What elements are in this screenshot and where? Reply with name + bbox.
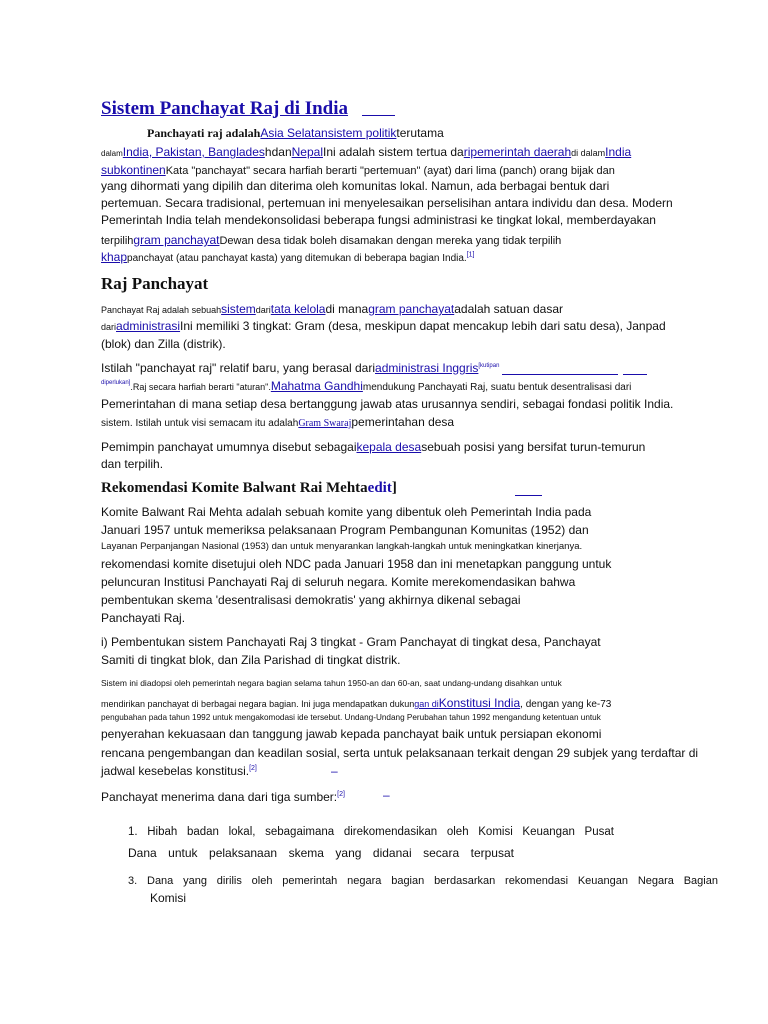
raj-line-1 <box>101 303 563 317</box>
list-word: Negara <box>637 875 674 887</box>
link-mahatma-gandhi[interactable]: Mahatma Gandhi <box>270 379 363 393</box>
rek-line-3: Layanan Perpanjangan Nasional (1953) dan untuk menyarankan langkah-langkah untuk meningkatkan kinerjanya. <box>101 541 583 552</box>
link-india-pakistan-banglades[interactable]: India, Pakistan, Banglades <box>122 145 265 159</box>
link-gram-panchayat[interactable]: gram panchayat <box>133 233 220 247</box>
list-item-3 <box>128 875 718 887</box>
rek-line-15 <box>101 765 257 779</box>
raj-text: Panchayat Raj adalah sebuah <box>101 305 222 315</box>
list-word: Keuangan <box>577 875 628 887</box>
list-word: oleh <box>446 826 469 838</box>
raj-line-6: Pemerintahan di mana setiap desa bertanggung jawab atas urusannya sendiri, sebagai fondasi politik India. <box>101 397 674 411</box>
intro-line-4: yang dihormati yang dipilih dan diterima oleh komunitas lokal. Namun, ada berbagai bentuk dari <box>101 179 610 193</box>
raj-text: dari <box>255 305 271 315</box>
rek-heading-bracket: ] <box>391 480 397 496</box>
raj-line-4 <box>101 362 499 376</box>
list-word: sebagaimana <box>265 826 335 838</box>
intro-text: Panchayati raj adalah <box>147 126 261 140</box>
list-word: Hibah <box>147 826 178 838</box>
link-kepala-desa[interactable]: kepala desa <box>356 440 422 454</box>
rek-line-13: penyerahan kekuasaan dan tanggung jawab kepada panchayat baik untuk persiapan ekonomi <box>101 727 602 741</box>
list-word: lokal, <box>228 826 256 838</box>
rek-line-9: Samiti di tingkat blok, dan Zila Parishad di tingkat distrik. <box>101 653 401 667</box>
list-word: Keuangan <box>522 826 575 838</box>
raj-text: dari <box>101 322 117 332</box>
rek-line-12: pengubahan pada tahun 1992 untuk mengakomodasi ide tersebut. Undang-Undang Perubahan tahun 1992 mengandung ketentuan untuk <box>101 713 601 722</box>
intro-text: dalam <box>101 149 123 158</box>
raj-line-7 <box>101 416 454 430</box>
intro-text: di dalam <box>571 148 606 158</box>
rek-line-4: rekomendasi komite disetujui oleh NDC pada Januari 1958 dan ini menetapkan panggung untuk <box>101 557 612 571</box>
link-sistem-politik[interactable]: sistem politik <box>327 126 397 140</box>
rek-text: Panchayat menerima dana dari tiga sumber: <box>101 790 338 804</box>
link-khap[interactable]: khap <box>101 250 128 264</box>
raj-line-5 <box>101 380 631 394</box>
raj-line-9: dan terpilih. <box>101 457 164 471</box>
list-word: Dana <box>128 846 157 860</box>
intro-line-1 <box>147 127 444 141</box>
intro-text: terutama <box>396 126 444 140</box>
raj-text: sebuah posisi yang bersifat turun-temurun <box>421 440 646 454</box>
list-word: dirilis <box>216 875 242 887</box>
list-word: Komisi <box>478 826 513 838</box>
list-word: negara <box>347 875 382 887</box>
citation-1[interactable]: [1] <box>466 251 475 259</box>
list-word: yang <box>183 875 207 887</box>
raj-line-2 <box>101 320 666 334</box>
list-word: 1. <box>128 826 138 838</box>
rek-text: jadwal kesebelas konstitusi. <box>101 764 250 778</box>
rek-line-11 <box>101 697 611 711</box>
list-word: berdasarkan <box>434 875 496 887</box>
link-gram-panchayat-2[interactable]: gram panchayat <box>368 302 455 316</box>
rek-line-1: Komite Balwant Rai Mehta adalah sebuah komite yang dibentuk oleh Pemerintah India pada <box>101 505 592 519</box>
list-word: didanai <box>372 846 412 860</box>
rek-line-5: peluncuran Institusi Panchayati Raj di seluruh negara. Komite merekomendasikan bahwa <box>101 575 576 589</box>
intro-text: Dewan desa tidak boleh disamakan dengan mereka yang tidak terpilih <box>219 235 562 247</box>
raj-text: Pemimpin panchayat umumnya disebut sebagai <box>101 440 357 454</box>
rek-line-7: Panchayati Raj. <box>101 611 186 625</box>
raj-text: sistem. Istilah untuk visi semacam itu adalah <box>101 418 299 429</box>
citation-2b[interactable]: [2] <box>337 791 345 798</box>
list-word: yang <box>335 846 362 860</box>
link-asia-selatan[interactable]: Asia Selatan <box>260 126 328 140</box>
list-word: pemerintah <box>282 875 338 887</box>
raj-text: .Raj secara harfiah berarti "aturan". <box>130 382 271 392</box>
intro-line-5: pertemuan. Secara tradisional, pertemuan ini menyelesaikan perselisihan antara individu dan desa. Modern <box>101 196 673 210</box>
underline-rule <box>623 374 647 375</box>
list-word: terpusat <box>470 846 514 860</box>
intro-text: Ini adalah sistem tertua da <box>322 145 464 159</box>
link-administrasi[interactable]: administrasi <box>116 319 181 333</box>
intro-text: Kata "panchayat" secara harfiah berarti "pertemuan" (ayat) dari lima (panch) orang bijak dan <box>165 165 615 177</box>
link-india[interactable]: India <box>605 145 632 159</box>
list-item-2 <box>128 846 514 860</box>
rek-line-6: pembentukan skema 'desentralisasi demokratis' yang akhirnya dikenal sebagai <box>101 593 521 607</box>
list-word: badan <box>186 826 219 838</box>
raj-line-8 <box>101 441 645 455</box>
citation-needed[interactable]: [kutipan <box>478 363 500 369</box>
link-subkontinen[interactable]: subkontinen <box>101 163 166 177</box>
title-underline-extension <box>362 115 395 116</box>
link-konstitusi-india[interactable]: Konstitusi India <box>438 696 521 710</box>
list-word: oleh <box>251 875 273 887</box>
raj-text: adalah satuan dasar <box>454 302 563 316</box>
raj-text: di mana <box>325 302 369 316</box>
list-word: rekomendasi <box>505 875 569 887</box>
dash-link[interactable]: – <box>383 788 390 802</box>
rek-text-linked[interactable]: gan di <box>414 699 439 709</box>
list-item-3-cont: Komisi <box>150 891 187 905</box>
list-word: Bagian <box>683 875 718 887</box>
intro-line-8 <box>101 251 475 265</box>
rek-line-14: rencana pengembangan dan keadilan sosial, serta untuk pelaksanaan terkait dengan 29 subjek yang terdaftar di <box>101 746 699 760</box>
intro-line-7 <box>101 234 561 248</box>
raj-text: pemerintahan desa <box>351 415 455 429</box>
list-word: Dana <box>147 875 174 887</box>
raj-text: mendukung Panchayati Raj, suatu bentuk desentralisasi dari <box>362 382 632 393</box>
link-nepal[interactable]: Nepal <box>291 145 323 159</box>
rek-heading-text: Rekomendasi Komite Balwant Rai Mehta <box>101 480 368 496</box>
list-word: Pusat <box>584 826 614 838</box>
list-item-1 <box>128 826 614 838</box>
intro-text: h <box>264 145 272 159</box>
link-sistem[interactable]: sistem <box>221 302 256 316</box>
intro-text: terpilih <box>101 235 134 247</box>
link-tata-kelola[interactable]: tata kelola <box>270 302 326 316</box>
section-heading-rekomendasi <box>101 480 397 497</box>
link-pemerintah-daerah[interactable]: ripemerintah daerah <box>463 145 572 159</box>
rek-line-16 <box>101 791 345 805</box>
rek-line-2: Januari 1957 untuk memeriksa pelaksanaan Program Pembangunan Komunitas (1952) dan <box>101 523 589 537</box>
list-word: direkomendasikan <box>343 826 438 838</box>
rek-text: , dengan yang ke-73 <box>520 699 612 710</box>
dash-link[interactable]: – <box>331 764 338 778</box>
list-word: pelaksanaan <box>209 846 278 860</box>
citation-needed-cont[interactable]: diperlukan] <box>101 380 131 386</box>
list-word: bagian <box>391 875 425 887</box>
intro-line-6: Pemerintah India telah mendekonsolidasi beberapa fungsi administrasi ke tingkat lokal, memberdayakan <box>101 213 656 227</box>
edit-link[interactable]: edit <box>367 480 392 496</box>
list-word: untuk <box>168 846 198 860</box>
intro-text: panchayat (atau panchayat kasta) yang ditemukan di beberapa bagian India. <box>127 253 467 264</box>
rek-line-10: Sistem ini diadopsi oleh pemerintah negara bagian selama tahun 1950-an dan 60-an, saat undang-undang disahkan untuk <box>101 678 562 688</box>
link-administrasi-inggris[interactable]: administrasi Inggris <box>375 361 479 375</box>
rek-text: mendirikan panchayat di berbagai negara bagian. Ini juga mendapatkan dukun <box>101 699 415 709</box>
underline-rule <box>515 495 542 496</box>
page-title[interactable]: Sistem Panchayat Raj di India <box>101 98 349 119</box>
intro-line-2 <box>101 146 631 160</box>
raj-text: Ini memiliki 3 tingkat: Gram (desa, meskipun dapat mencakup lebih dari satu desa), Janpad <box>180 319 666 333</box>
intro-line-3 <box>101 164 615 178</box>
raj-text: Istilah "panchayat raj" relatif baru, yang berasal dari <box>101 361 376 375</box>
list-word: skema <box>288 846 324 860</box>
link-gram-swaraj[interactable]: Gram Swaraj <box>298 418 352 429</box>
citation-2[interactable]: [2] <box>249 765 257 772</box>
section-heading-raj-panchayat: Raj Panchayat <box>101 274 209 293</box>
underline-rule <box>502 374 618 375</box>
raj-line-3: (blok) dan Zilla (distrik). <box>101 337 226 351</box>
intro-text: dan <box>271 145 292 159</box>
list-word: secara <box>423 846 460 860</box>
list-word: 3. <box>128 875 138 887</box>
rek-line-8: i) Pembentukan sistem Panchayati Raj 3 tingkat - Gram Panchayat di tingkat desa, Panchayat <box>101 635 601 649</box>
